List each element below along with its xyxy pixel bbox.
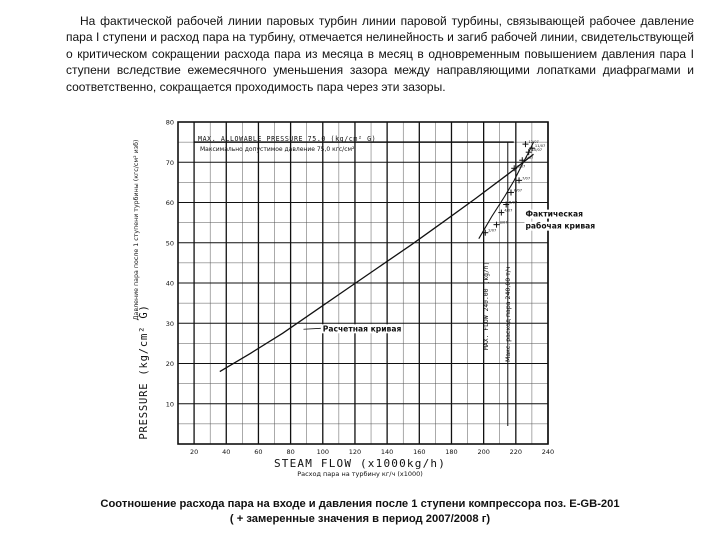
y-tick-label: 20 (165, 360, 174, 368)
measured-point-label: 10/07 (531, 148, 543, 153)
measured-point (494, 221, 508, 228)
x-tick-label: 180 (445, 448, 458, 456)
x-tick-label: 20 (189, 448, 199, 456)
measured-point-label: 3/07 (499, 220, 508, 225)
annotations (303, 210, 596, 334)
x-tick-label: 120 (348, 448, 362, 456)
y-axis-label-russian: Давление пара после 1 ступени турбины (кгс/см² изб) (133, 139, 140, 321)
x-tick-label: 220 (509, 448, 523, 456)
measured-point-label: 2/07 (488, 228, 497, 233)
measured-point-label: 4/07 (504, 208, 513, 213)
x-tick-label: 200 (477, 448, 490, 456)
x-tick-label: 40 (222, 448, 231, 456)
y-tick-label: 50 (165, 239, 174, 248)
measured-point (498, 209, 512, 216)
intro-text: На фактической рабочей линии паровых турбин линии паровой турбины, связывающей рабочее давление пара I ступени и расход пара на турбину, отмечается нелинейность и загиб рабочей линии, свидетельствующей о критическом сокращении расхода пара из месяца в месяц в одновременным повышением давления пара I ступени вследствие ежемесячного уменьшения зазора между направляющими лопатками диафрагмами и соответственно, сокращается проходимость пара через эти зазоры. (66, 14, 694, 94)
x-tick-label: 100 (316, 448, 329, 456)
curve-annotation: рабочая кривая (525, 221, 596, 231)
annotation-leader (303, 328, 320, 329)
curve-annotation: Фактическая (525, 209, 584, 219)
x-axis-sublabel: Расход пара на турбину кг/ч (x1000) (297, 470, 423, 478)
major-grid (178, 122, 548, 444)
y-axis-label: PRESSURE (kg/cm² G) (138, 304, 150, 440)
y-tick-labels (166, 119, 174, 409)
y-tick-label: 70 (165, 158, 174, 167)
caption-line-2: ( + замеренные значения в период 2007/2008 г) (229, 513, 491, 525)
max-flow-label-russian: Макс. расход пара 240,00 т/ч (505, 266, 512, 362)
x-tick-label: 140 (380, 448, 394, 456)
x-tick-label: 240 (541, 448, 555, 456)
measured-point-label: 11/07 (534, 144, 546, 149)
x-tick-label: 60 (254, 448, 263, 456)
measured-point (508, 188, 522, 195)
curve-annotation: Расчетная кривая (322, 324, 402, 334)
y-tick-label: 10 (165, 400, 174, 409)
y-tick-label: 30 (165, 319, 174, 328)
x-tick-labels (190, 448, 554, 456)
y-tick-label: 80 (165, 118, 174, 127)
y-tick-label: 60 (165, 199, 174, 207)
max-flow-label: MAX. FLOW 240.00 (kg/h) (482, 261, 490, 350)
measured-point-label: 5/07 (509, 200, 518, 205)
max-pressure-label: MAX. ALLOWABLE PRESSURE 75.0 (kg/cm² G) (198, 135, 377, 143)
y-tick-label: 40 (165, 279, 174, 288)
measured-point-label: 6/07 (514, 188, 523, 193)
figure-caption (0, 497, 720, 527)
measured-point-label: 9/07 (525, 156, 534, 161)
measured-point-label: 7/07 (522, 176, 531, 181)
x-tick-label: 80 (286, 448, 295, 456)
caption-line-1: Соотношение расхода пара на входе и давления после 1 ступени компрессора поз. E-GB-201 (100, 498, 620, 510)
measured-point-label: 8/07 (517, 164, 526, 169)
x-axis-label: STEAM FLOW (x1000kg/h) (273, 457, 447, 470)
measured-point (503, 201, 517, 208)
max-pressure-label-russian: Максимально допустимое давление 75,0 кгс/см² (200, 146, 355, 154)
measured-point-label: 12/07 (528, 140, 539, 145)
x-tick-label: 160 (413, 448, 426, 456)
